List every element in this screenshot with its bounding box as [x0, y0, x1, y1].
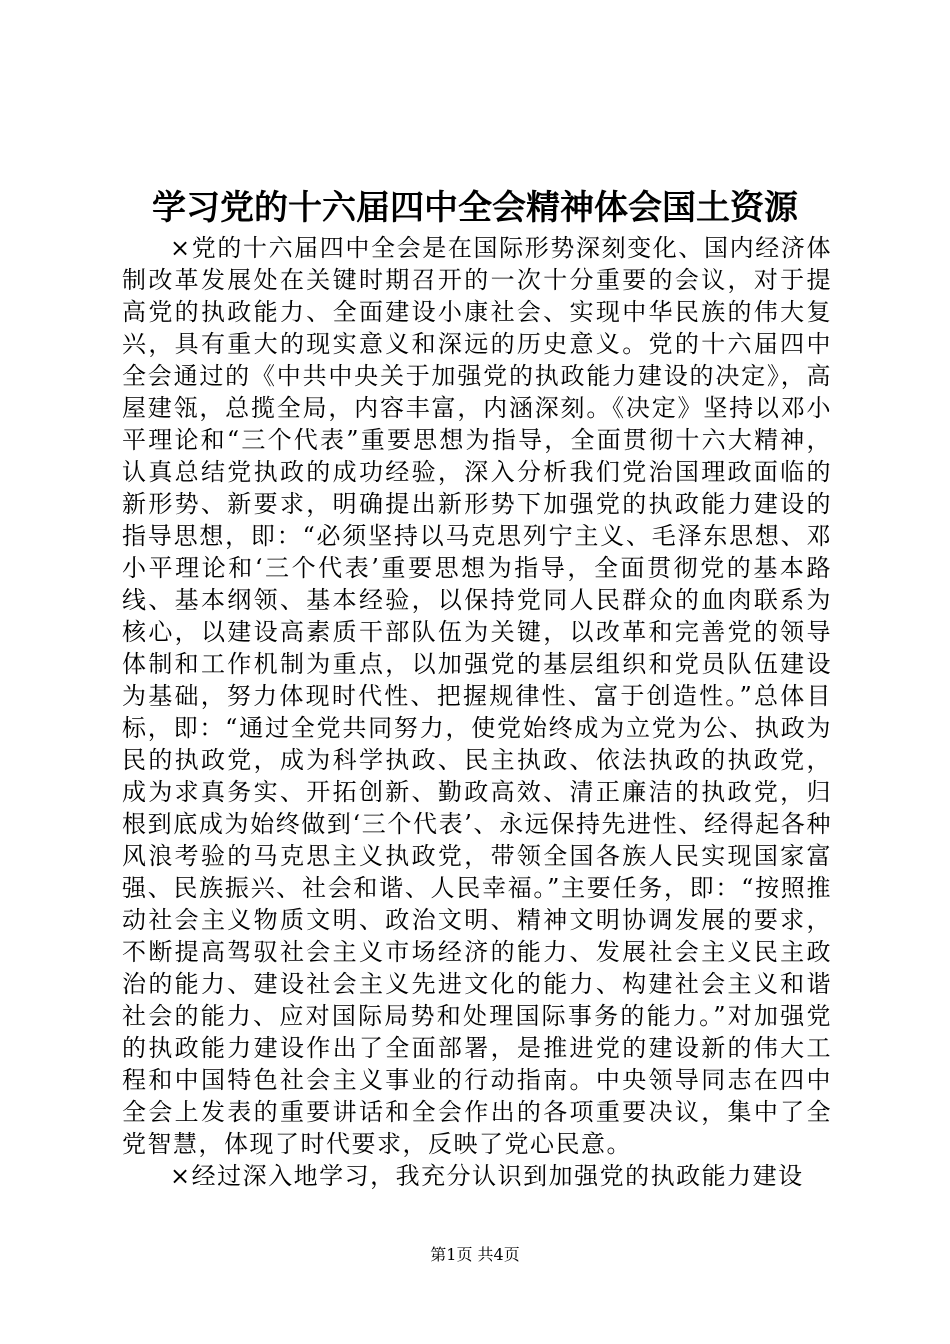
document-title: 学习党的十六届四中全会精神体会国土资源 — [152, 188, 798, 228]
document-body — [122, 232, 832, 1192]
body-paragraph-1: ×党的十六届四中全会是在国际形势深刻变化、国内经济体制改革发展处在关键时期召开的一次十分重要的会议，对于提高党的执政能力、全面建设小康社会、实现中华民族的伟大复兴，具有重大的现实意义和深远的历史意义。党的十六届四中全会通过的《中共中央关于加强党的执政能力建设的决定》，高屋建瓴，总揽全局，内容丰富，内涵深刻。《决定》坚持以邓小平理论和“三个代表”重要思想为指导，全面贯彻十六大精神，认真总结党执政的成功经验，深入分析我们党治国理政面临的新形势、新要求，明确提出新形势下加强党的执政能力建设的指导思想，即：“必须坚持以马克思列宁主义、毛泽东思想、邓小平理论和‘三个代表’重要思想为指导，全面贯彻党的基本路线、基本纲领、基本经验，以保持党同人民群众的血肉联系为核心，以建设高素质干部队伍为关键，以改革和完善党的领导体制和工作机制为重点，以加强党的基层组织和党员队伍建设为基础，努力体现时代性、把握规律性、富于创造性。”总体目标，即：“通过全党共同努力，使党始终成为立党为公、执政为民的执政党，成为科学执政、民主执政、依法执政的执政党，成为求真务实、开拓创新、勤政高效、清正廉洁的执政党，归根到底成为始终做到‘三个代表’、永远保持先进性、经得起各种风浪考验的马克思主义执政党，带领全国各族人民实现国家富强、民族振兴、社会和谐、人民幸福。”主要任务，即：“按照推动社会主义物质文明、政治文明、精神文明协调发展的要求，不断提高驾驭社会主义市场经济的能力、发展社会主义民主政治的能力、建设社会主义先进文化的能力、构建社会主义和谐社会的能力、应对国际局势和处理国际事务的能力。”对加强党的执政能力建设作出了全面部署，是推进党的建设新的伟大工程和中国特色社会主义事业的行动指南。中央领导同志在四中全会上发表的重要讲话和全会作出的各项重要决议，集中了全党智慧，体现了时代要求，反映了党心民意。 — [122, 234, 832, 1158]
page-number-footer: 第1页 共4页 — [430, 1245, 520, 1264]
body-paragraph-2: ×经过深入地学习，我充分认识到加强党的执政能力建设 — [170, 1162, 804, 1190]
